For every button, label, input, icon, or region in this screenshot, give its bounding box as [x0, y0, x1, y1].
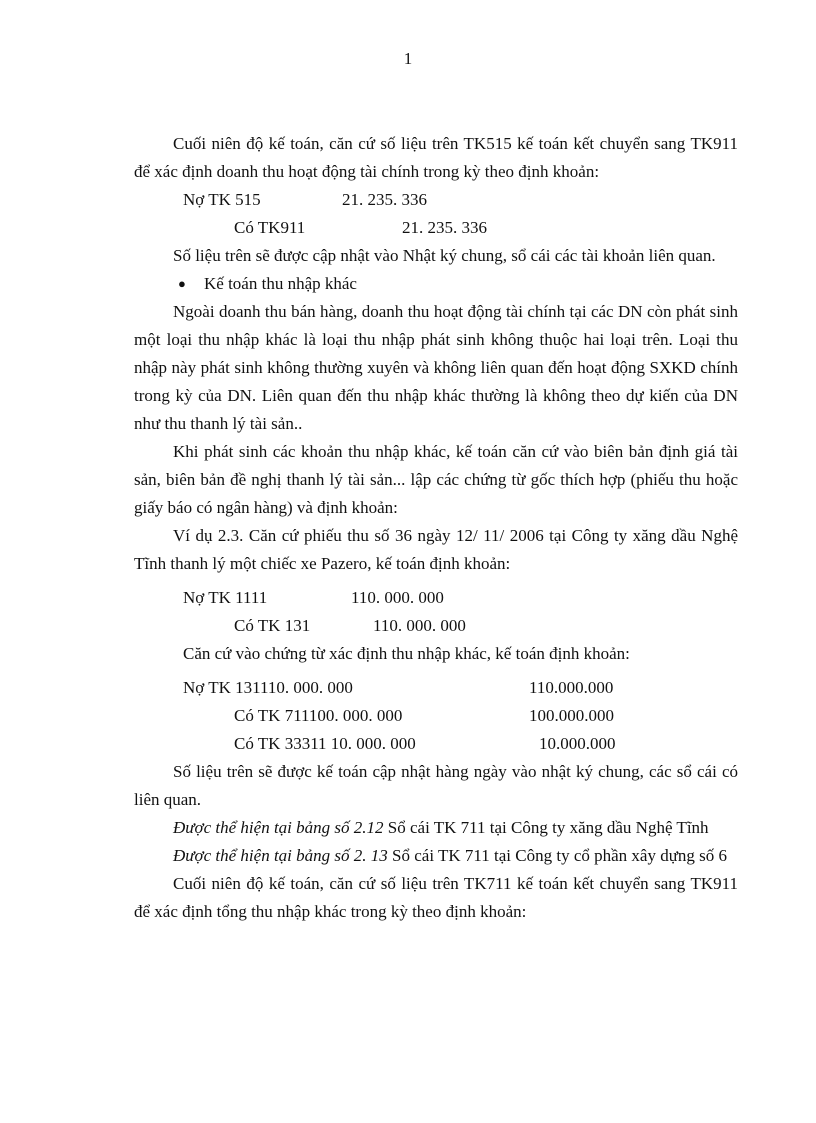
- bullet-item: [134, 270, 738, 298]
- paragraph-4: Khi phát sinh các khoản thu nhập khác, kế toán căn cứ vào biên bản định giá tài sản, biên bản đề nghị thanh lý tài sản... lập các chứng từ gốc thích hợp (phiếu thu hoặc giấy báo có ngân hàng) và định khoản:: [134, 442, 738, 517]
- debit-label: Nợ TK 1111: [183, 588, 268, 607]
- document-body: [134, 130, 738, 926]
- entry-3-debit: [134, 674, 738, 702]
- paragraph-3: Ngoài doanh thu bán hàng, doanh thu hoạt động tài chính tại các DN còn phát sinh một loại thu nhập khác là loại thu nhập phát sinh không thuộc hai loại trên. Loại thu nhập này phát sinh không thường xuyên và không liên quan đến hoạt động SXKD chính trong kỳ của DN. Liên quan đến thu nhập khác thường là không theo dự kiến của DN như thu thanh lý tài sản..: [134, 302, 738, 433]
- bullet-dot-icon: ●: [178, 276, 186, 291]
- debit-amount: 110. 000. 000: [351, 588, 444, 607]
- paragraph-5: Ví dụ 2.3. Căn cứ phiếu thu số 36 ngày 12/ 11/ 2006 tại Công ty xăng dầu Nghệ Tĩnh thanh lý một chiếc xe Pazero, kế toán định khoản:: [134, 526, 738, 573]
- credit-label: Có TK911: [234, 218, 306, 237]
- paragraph-6-text: Căn cứ vào chứng từ xác định thu nhập khác, kế toán định khoản:: [183, 644, 630, 663]
- credit-amount: 21. 235. 336: [402, 218, 487, 237]
- credit-label: Có TK 131: [234, 616, 311, 635]
- entry-2-credit: [134, 612, 738, 640]
- table-reference: Được thể hiện tại bảng số 2. 13: [173, 846, 388, 865]
- bullet-text: Kế toán thu nhập khác: [204, 274, 357, 293]
- debit-amount: 110.000.000: [529, 678, 614, 697]
- entry-3-credit-1: [134, 702, 738, 730]
- entry-1-debit: [134, 186, 738, 214]
- credit-label: Có TK 711100. 000. 000: [234, 706, 403, 725]
- credit-amount: 100.000.000: [529, 706, 614, 725]
- entry-3-credit-2: [134, 730, 738, 758]
- credit-amount: 10.000.000: [539, 734, 616, 753]
- page-number: 1: [403, 49, 413, 68]
- paragraph-8: [134, 814, 738, 842]
- credit-label: Có TK 33311 10. 000. 000: [234, 734, 416, 753]
- paragraph-10: Cuối niên độ kế toán, căn cứ số liệu trên TK711 kế toán kết chuyển sang TK911 để xác định tổng thu nhập khác trong kỳ theo định khoản:: [134, 874, 738, 921]
- debit-label: Nợ TK 131110. 000. 000: [183, 678, 353, 697]
- debit-amount: 21. 235. 336: [342, 190, 427, 209]
- entry-1-credit: [134, 214, 738, 242]
- credit-amount: 110. 000. 000: [373, 616, 466, 635]
- paragraph-9: [134, 842, 738, 870]
- ledger-description: Sổ cái TK 711 tại Công ty cổ phần xây dựng số 6: [387, 846, 728, 865]
- entry-2-debit: [134, 584, 738, 612]
- paragraph-6: [134, 640, 738, 668]
- paragraph-2: Số liệu trên sẽ được cập nhật vào Nhật ký chung, sổ cái các tài khoản liên quan.: [173, 246, 716, 265]
- table-reference: Được thể hiện tại bảng số 2.12: [173, 818, 384, 837]
- debit-label: Nợ TK 515: [183, 190, 261, 209]
- ledger-description: Sổ cái TK 711 tại Công ty xăng dầu Nghệ Tĩnh: [383, 818, 709, 837]
- paragraph-7: Số liệu trên sẽ được kế toán cập nhật hàng ngày vào nhật ký chung, các sổ cái có liên quan.: [134, 762, 738, 809]
- paragraph-1: Cuối niên độ kế toán, căn cứ số liệu trên TK515 kế toán kết chuyển sang TK911 để xác định doanh thu hoạt động tài chính trong kỳ theo định khoản:: [134, 134, 738, 181]
